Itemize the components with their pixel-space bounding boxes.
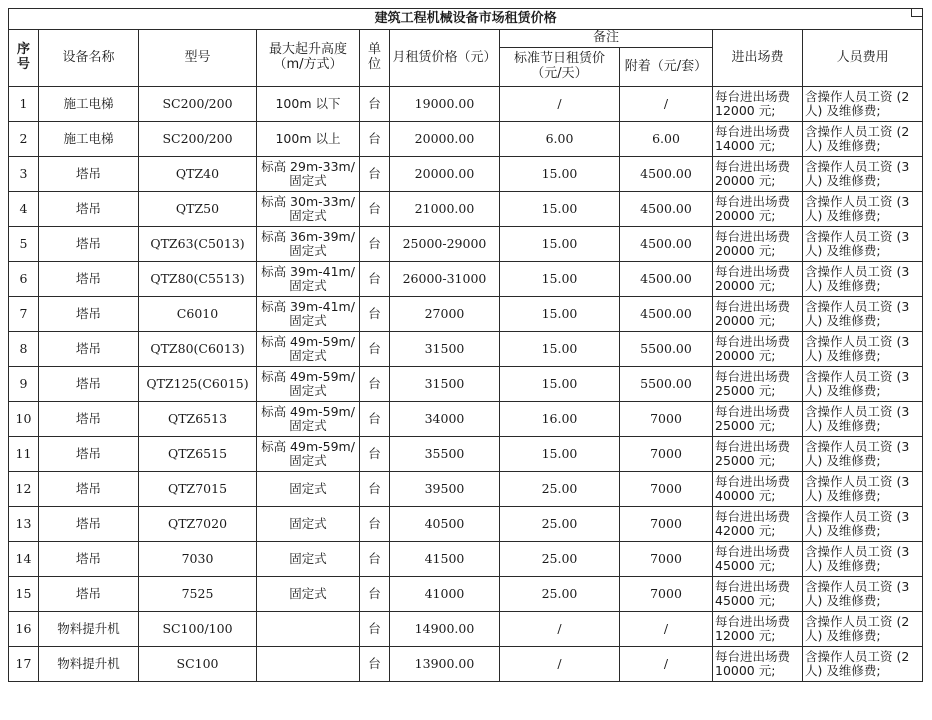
cell-attach: 5500.00 [620, 332, 713, 367]
cell-staff: 含操作人员工资 (3 人) 及维修费; [803, 332, 923, 367]
cell-daily: 15.00 [500, 192, 620, 227]
table-row [9, 402, 923, 437]
cell-model: QTZ80(C6013) [139, 332, 257, 367]
cell-unit: 台 [360, 227, 390, 262]
cell-height: 标高 36m-39m/ 固定式 [257, 227, 360, 262]
cell-attach: / [620, 87, 713, 122]
cell-name: 塔吊 [39, 227, 139, 262]
cell-monthly: 40500 [390, 507, 500, 542]
cell-monthly: 31500 [390, 367, 500, 402]
cell-model: SC200/200 [139, 122, 257, 157]
table-title: 建筑工程机械设备市场租赁价格 [9, 9, 923, 30]
cell-daily: 25.00 [500, 542, 620, 577]
cell-daily: 16.00 [500, 402, 620, 437]
cell-daily: 15.00 [500, 297, 620, 332]
cell-index: 14 [9, 542, 39, 577]
cell-staff: 含操作人员工资 (3 人) 及维修费; [803, 542, 923, 577]
cell-staff: 含操作人员工资 (3 人) 及维修费; [803, 367, 923, 402]
cell-staff: 含操作人员工资 (3 人) 及维修费; [803, 577, 923, 612]
cell-entry: 每台进出场费 20000 元; [713, 332, 803, 367]
cell-height: 标高 39m-41m/ 固定式 [257, 262, 360, 297]
cell-name: 塔吊 [39, 332, 139, 367]
cell-unit: 台 [360, 577, 390, 612]
cell-attach: 7000 [620, 437, 713, 472]
cell-index: 1 [9, 87, 39, 122]
price-table-sheet [8, 8, 922, 716]
cell-monthly: 20000.00 [390, 122, 500, 157]
cell-unit: 台 [360, 612, 390, 647]
cell-entry: 每台进出场费 10000 元; [713, 647, 803, 682]
cell-daily: 25.00 [500, 507, 620, 542]
cell-height: 标高 49m-59m/ 固定式 [257, 437, 360, 472]
cell-daily: 15.00 [500, 367, 620, 402]
cell-model: QTZ40 [139, 157, 257, 192]
cell-staff: 含操作人员工资 (3 人) 及维修费; [803, 402, 923, 437]
cell-monthly: 14900.00 [390, 612, 500, 647]
cell-attach: 4500.00 [620, 262, 713, 297]
cell-unit: 台 [360, 367, 390, 402]
table-row [9, 507, 923, 542]
header-height: 最大起升高度（m/方式） [257, 30, 360, 87]
cell-model: SC100/100 [139, 612, 257, 647]
cell-name: 塔吊 [39, 297, 139, 332]
cell-entry: 每台进出场费 14000 元; [713, 122, 803, 157]
cell-entry: 每台进出场费 20000 元; [713, 157, 803, 192]
cell-name: 塔吊 [39, 157, 139, 192]
cell-entry: 每台进出场费 20000 元; [713, 227, 803, 262]
cell-daily: / [500, 647, 620, 682]
cell-name: 塔吊 [39, 472, 139, 507]
cell-height: 固定式 [257, 542, 360, 577]
cell-attach: / [620, 612, 713, 647]
cell-daily: / [500, 87, 620, 122]
price-table [8, 8, 923, 682]
cell-height: 固定式 [257, 472, 360, 507]
cell-model: 7030 [139, 542, 257, 577]
cell-monthly: 41000 [390, 577, 500, 612]
cell-height: 标高 49m-59m/ 固定式 [257, 402, 360, 437]
cell-monthly: 39500 [390, 472, 500, 507]
cell-unit: 台 [360, 507, 390, 542]
cell-unit: 台 [360, 437, 390, 472]
cell-staff: 含操作人员工资 (2 人) 及维修费; [803, 87, 923, 122]
cell-name: 塔吊 [39, 507, 139, 542]
cell-unit: 台 [360, 262, 390, 297]
cell-daily: 15.00 [500, 157, 620, 192]
cell-index: 5 [9, 227, 39, 262]
cell-daily: 25.00 [500, 577, 620, 612]
cell-height: 标高 49m-59m/ 固定式 [257, 332, 360, 367]
cell-staff: 含操作人员工资 (3 人) 及维修费; [803, 227, 923, 262]
table-row [9, 192, 923, 227]
cell-height: 100m 以下 [257, 87, 360, 122]
cell-attach: 7000 [620, 472, 713, 507]
cell-staff: 含操作人员工资 (3 人) 及维修费; [803, 297, 923, 332]
cell-monthly: 34000 [390, 402, 500, 437]
cell-index: 11 [9, 437, 39, 472]
table-row [9, 577, 923, 612]
cell-staff: 含操作人员工资 (2 人) 及维修费; [803, 612, 923, 647]
cell-index: 2 [9, 122, 39, 157]
cell-name: 物料提升机 [39, 647, 139, 682]
cell-index: 7 [9, 297, 39, 332]
cell-entry: 每台进出场费 20000 元; [713, 192, 803, 227]
cell-model: QTZ6513 [139, 402, 257, 437]
cell-height: 标高 39m-41m/ 固定式 [257, 297, 360, 332]
cell-entry: 每台进出场费 25000 元; [713, 367, 803, 402]
cell-name: 塔吊 [39, 542, 139, 577]
cell-height [257, 647, 360, 682]
cell-name: 施工电梯 [39, 87, 139, 122]
header-attach: 附着（元/套） [620, 48, 713, 87]
cell-entry: 每台进出场费 25000 元; [713, 437, 803, 472]
header-index: 序号 [9, 30, 39, 87]
cell-daily: 15.00 [500, 437, 620, 472]
header-remarks: 备注 [500, 30, 713, 48]
cell-model: QTZ80(C5513) [139, 262, 257, 297]
table-row [9, 227, 923, 262]
cell-name: 塔吊 [39, 192, 139, 227]
cell-monthly: 26000-31000 [390, 262, 500, 297]
cell-monthly: 31500 [390, 332, 500, 367]
table-row [9, 87, 923, 122]
cell-unit: 台 [360, 402, 390, 437]
cell-attach: 4500.00 [620, 227, 713, 262]
cell-staff: 含操作人员工资 (2 人) 及维修费; [803, 647, 923, 682]
cell-monthly: 25000-29000 [390, 227, 500, 262]
cell-entry: 每台进出场费 45000 元; [713, 577, 803, 612]
cell-monthly: 27000 [390, 297, 500, 332]
cell-model: SC200/200 [139, 87, 257, 122]
cell-index: 12 [9, 472, 39, 507]
cell-attach: 4500.00 [620, 157, 713, 192]
cell-unit: 台 [360, 472, 390, 507]
cell-model: SC100 [139, 647, 257, 682]
cell-staff: 含操作人员工资 (3 人) 及维修费; [803, 157, 923, 192]
cell-unit: 台 [360, 332, 390, 367]
cell-daily: 25.00 [500, 472, 620, 507]
cell-staff: 含操作人员工资 (3 人) 及维修费; [803, 262, 923, 297]
cell-attach: 5500.00 [620, 367, 713, 402]
cell-name: 塔吊 [39, 402, 139, 437]
cell-unit: 台 [360, 87, 390, 122]
cell-monthly: 19000.00 [390, 87, 500, 122]
cell-index: 6 [9, 262, 39, 297]
cell-entry: 每台进出场费 20000 元; [713, 297, 803, 332]
cell-entry: 每台进出场费 12000 元; [713, 612, 803, 647]
cell-entry: 每台进出场费 45000 元; [713, 542, 803, 577]
cell-height: 固定式 [257, 577, 360, 612]
corner-mark [911, 8, 922, 17]
cell-index: 15 [9, 577, 39, 612]
table-row [9, 647, 923, 682]
cell-monthly: 13900.00 [390, 647, 500, 682]
cell-attach: 7000 [620, 507, 713, 542]
cell-daily: 15.00 [500, 262, 620, 297]
cell-model: QTZ125(C6015) [139, 367, 257, 402]
cell-model: 7525 [139, 577, 257, 612]
cell-name: 塔吊 [39, 262, 139, 297]
cell-index: 4 [9, 192, 39, 227]
cell-height: 固定式 [257, 507, 360, 542]
cell-index: 17 [9, 647, 39, 682]
cell-index: 16 [9, 612, 39, 647]
cell-name: 物料提升机 [39, 612, 139, 647]
table-row [9, 262, 923, 297]
cell-monthly: 41500 [390, 542, 500, 577]
cell-height: 标高 49m-59m/ 固定式 [257, 367, 360, 402]
cell-staff: 含操作人员工资 (3 人) 及维修费; [803, 472, 923, 507]
cell-index: 10 [9, 402, 39, 437]
table-row [9, 437, 923, 472]
cell-index: 9 [9, 367, 39, 402]
cell-index: 3 [9, 157, 39, 192]
header-unit: 单位 [360, 30, 390, 87]
cell-monthly: 20000.00 [390, 157, 500, 192]
cell-attach: 4500.00 [620, 192, 713, 227]
header-staff: 人员费用 [803, 30, 923, 87]
cell-model: QTZ7015 [139, 472, 257, 507]
cell-height [257, 612, 360, 647]
cell-daily: 15.00 [500, 227, 620, 262]
cell-name: 塔吊 [39, 437, 139, 472]
cell-unit: 台 [360, 192, 390, 227]
header-name: 设备名称 [39, 30, 139, 87]
cell-model: QTZ50 [139, 192, 257, 227]
header-monthly: 月租赁价格（元） [390, 30, 500, 87]
header-model: 型号 [139, 30, 257, 87]
cell-entry: 每台进出场费 20000 元; [713, 262, 803, 297]
cell-name: 塔吊 [39, 577, 139, 612]
cell-attach: 4500.00 [620, 297, 713, 332]
table-row [9, 157, 923, 192]
cell-staff: 含操作人员工资 (2 人) 及维修费; [803, 122, 923, 157]
cell-index: 13 [9, 507, 39, 542]
cell-entry: 每台进出场费 12000 元; [713, 87, 803, 122]
cell-daily: / [500, 612, 620, 647]
cell-model: C6010 [139, 297, 257, 332]
cell-unit: 台 [360, 542, 390, 577]
cell-attach: / [620, 647, 713, 682]
table-row [9, 472, 923, 507]
cell-daily: 6.00 [500, 122, 620, 157]
cell-entry: 每台进出场费 42000 元; [713, 507, 803, 542]
cell-name: 塔吊 [39, 367, 139, 402]
cell-model: QTZ7020 [139, 507, 257, 542]
cell-height: 100m 以上 [257, 122, 360, 157]
table-row [9, 122, 923, 157]
cell-height: 标高 30m-33m/ 固定式 [257, 192, 360, 227]
cell-attach: 7000 [620, 402, 713, 437]
header-daily: 标准节日租赁价（元/天） [500, 48, 620, 87]
cell-staff: 含操作人员工资 (3 人) 及维修费; [803, 192, 923, 227]
cell-attach: 7000 [620, 542, 713, 577]
cell-unit: 台 [360, 157, 390, 192]
table-row [9, 542, 923, 577]
cell-unit: 台 [360, 297, 390, 332]
cell-height: 标高 29m-33m/ 固定式 [257, 157, 360, 192]
cell-daily: 15.00 [500, 332, 620, 367]
cell-model: QTZ63(C5013) [139, 227, 257, 262]
cell-name: 施工电梯 [39, 122, 139, 157]
cell-monthly: 35500 [390, 437, 500, 472]
cell-entry: 每台进出场费 25000 元; [713, 402, 803, 437]
cell-attach: 6.00 [620, 122, 713, 157]
table-row [9, 367, 923, 402]
cell-index: 8 [9, 332, 39, 367]
cell-attach: 7000 [620, 577, 713, 612]
table-row [9, 332, 923, 367]
header-entry: 进出场费 [713, 30, 803, 87]
table-row [9, 612, 923, 647]
cell-staff: 含操作人员工资 (3 人) 及维修费; [803, 507, 923, 542]
cell-unit: 台 [360, 647, 390, 682]
cell-staff: 含操作人员工资 (3 人) 及维修费; [803, 437, 923, 472]
cell-unit: 台 [360, 122, 390, 157]
cell-entry: 每台进出场费 40000 元; [713, 472, 803, 507]
table-row [9, 297, 923, 332]
cell-monthly: 21000.00 [390, 192, 500, 227]
cell-model: QTZ6515 [139, 437, 257, 472]
